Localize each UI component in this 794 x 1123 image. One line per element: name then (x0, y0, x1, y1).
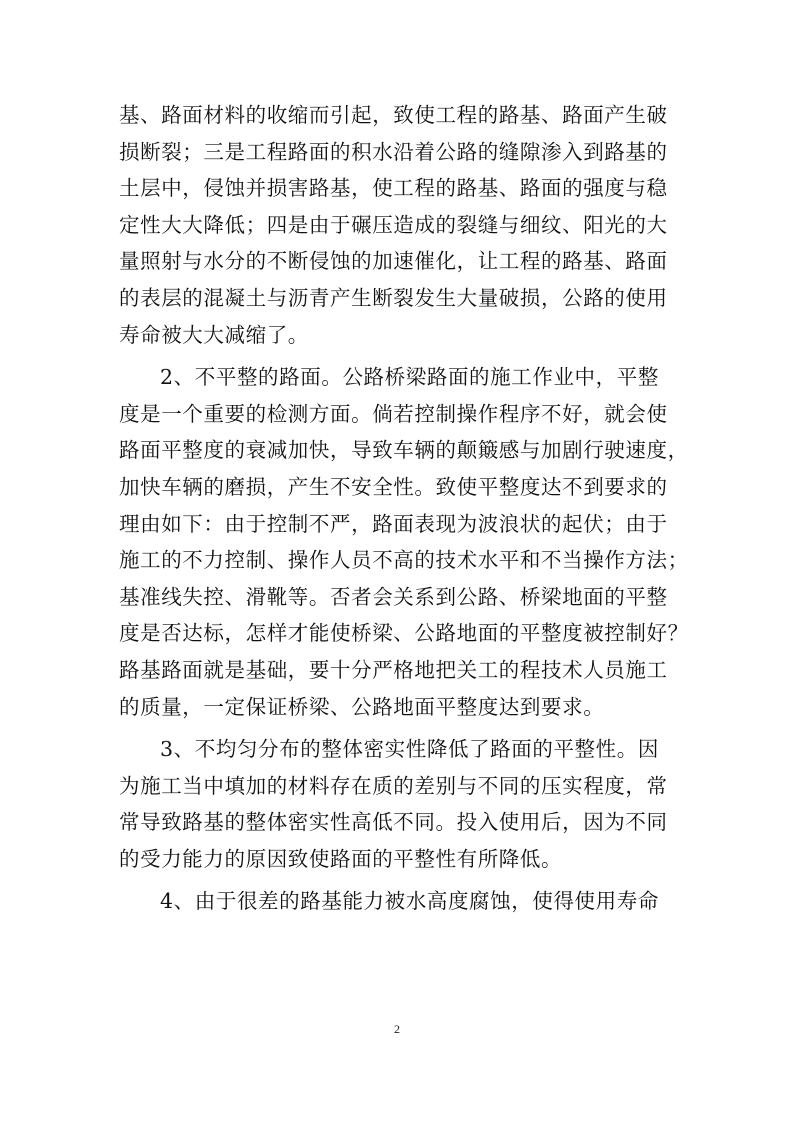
paragraph-item-4 (119, 883, 675, 920)
text-line: 量照射与水分的不断侵蚀的加速催化，让工程的路基、路面 (119, 249, 668, 274)
text-line: 度是否达标，怎样才能使桥梁、公路地面的平整度被控制好？ (119, 621, 689, 646)
text-line: 常导致路基的整体密实性高低不同。投入使用后，因为不同 (119, 810, 668, 835)
text-line: 加快车辆的磨损，产生不安全性。致使平整度达不到要求的 (119, 474, 668, 499)
text-line: 度是一个重要的检测方面。倘若控制操作程序不好，就会使 (119, 401, 668, 426)
text-line: 定性大大降低；四是由于碾压造成的裂缝与细纹、阳光的大 (119, 212, 668, 237)
text-line: 基准线失控、滑靴等。否者会关系到公路、桥梁地面的平整 (119, 584, 668, 609)
text-line: 寿命被大大减缩了。 (119, 322, 309, 347)
text-line: 4、由于很差的路基能力被水高度腐蚀，使得使用寿命 (160, 889, 659, 914)
text-line: 损断裂；三是工程路面的积水沿着公路的缝隙渗入到路基的 (119, 139, 668, 164)
text-line: 的表层的混凝土与沥青产生断裂发生大量破损，公路的使用 (119, 285, 668, 310)
text-line: 基、路面材料的收缩而引起，致使工程的路基、路面产生破 (119, 103, 668, 127)
paragraph-continuation (119, 97, 675, 353)
text-line: 3、不均匀分布的整体密实性降低了路面的平整性。因 (160, 737, 659, 762)
paragraph-item-2 (119, 359, 689, 725)
text-line: 路面平整度的衰减加快，导致车辆的颠簸感与加剧行驶速度， (119, 438, 689, 463)
text-line: 路基路面就是基础，要十分严格地把关工的程技术人员施工 (119, 657, 668, 682)
text-line: 的受力能力的原因致使路面的平整性有所降低。 (119, 846, 563, 871)
paragraph-item-3 (119, 731, 675, 877)
text-line: 施工的不力控制、操作人员不高的技术水平和不当操作方法； (119, 548, 689, 573)
text-line: 为施工当中填加的材料存在质的差别与不同的压实程度，常 (119, 773, 668, 798)
text-line: 的质量，一定保证桥梁、公路地面平整度达到要求。 (119, 694, 605, 719)
text-line: 2、不平整的路面。公路桥梁路面的施工作业中，平整 (160, 365, 659, 390)
text-line: 土层中，侵蚀并损害路基，使工程的路基、路面的强度与稳 (119, 176, 668, 201)
body-text (119, 97, 689, 920)
page-number: 2 (394, 1022, 400, 1036)
text-line: 理由如下：由于控制不严，路面表现为波浪状的起伏；由于 (119, 511, 668, 536)
